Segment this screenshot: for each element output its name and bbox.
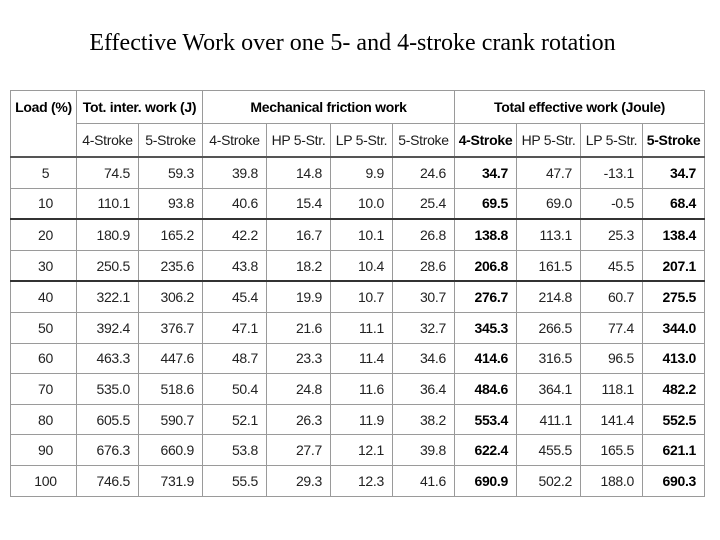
value-cell: 19.9 <box>267 281 331 312</box>
table-body <box>11 157 705 496</box>
value-cell: 45.4 <box>203 281 267 312</box>
value-cell: 138.4 <box>643 219 705 250</box>
load-cell: 80 <box>11 404 77 435</box>
value-cell: 36.4 <box>393 374 455 405</box>
value-cell: 25.3 <box>581 219 643 250</box>
value-cell: 553.4 <box>455 404 517 435</box>
table-row <box>11 465 705 496</box>
slide-title: Effective Work over one 5- and 4-stroke crank rotation <box>89 30 616 56</box>
value-cell: 59.3 <box>139 157 203 188</box>
value-cell: 23.3 <box>267 343 331 374</box>
value-cell: 690.9 <box>455 465 517 496</box>
table-row <box>11 404 705 435</box>
value-cell: 731.9 <box>139 465 203 496</box>
value-cell: 180.9 <box>77 219 139 250</box>
value-cell: 414.6 <box>455 343 517 374</box>
table-row <box>11 157 705 188</box>
value-cell: 29.3 <box>267 465 331 496</box>
value-cell: 621.1 <box>643 435 705 466</box>
value-cell: 39.8 <box>203 157 267 188</box>
value-cell: 48.7 <box>203 343 267 374</box>
value-cell: 10.1 <box>331 219 393 250</box>
load-cell: 40 <box>11 281 77 312</box>
value-cell: 110.1 <box>77 188 139 219</box>
sub-header: LP 5-Str. <box>581 124 643 158</box>
load-cell: 10 <box>11 188 77 219</box>
header-tot-inter-work: Tot. inter. work (J) <box>77 91 203 124</box>
value-cell: 43.8 <box>203 250 267 281</box>
group-header-row <box>11 91 705 124</box>
value-cell: 165.5 <box>581 435 643 466</box>
value-cell: 74.5 <box>77 157 139 188</box>
value-cell: 32.7 <box>393 312 455 343</box>
value-cell: 275.5 <box>643 281 705 312</box>
value-cell: 118.1 <box>581 374 643 405</box>
load-cell: 60 <box>11 343 77 374</box>
value-cell: 11.9 <box>331 404 393 435</box>
value-cell: 188.0 <box>581 465 643 496</box>
value-cell: 47.1 <box>203 312 267 343</box>
value-cell: 26.3 <box>267 404 331 435</box>
value-cell: 690.3 <box>643 465 705 496</box>
value-cell: 45.5 <box>581 250 643 281</box>
value-cell: 53.8 <box>203 435 267 466</box>
value-cell: 138.8 <box>455 219 517 250</box>
value-cell: 93.8 <box>139 188 203 219</box>
value-cell: 10.7 <box>331 281 393 312</box>
value-cell: 316.5 <box>517 343 581 374</box>
value-cell: 376.7 <box>139 312 203 343</box>
value-cell: 11.6 <box>331 374 393 405</box>
value-cell: 10.4 <box>331 250 393 281</box>
value-cell: 447.6 <box>139 343 203 374</box>
value-cell: 15.4 <box>267 188 331 219</box>
value-cell: 30.7 <box>393 281 455 312</box>
value-cell: 235.6 <box>139 250 203 281</box>
value-cell: 34.6 <box>393 343 455 374</box>
value-cell: 28.6 <box>393 250 455 281</box>
sub-header: 5-Stroke <box>393 124 455 158</box>
value-cell: 344.0 <box>643 312 705 343</box>
value-cell: 345.3 <box>455 312 517 343</box>
table-row <box>11 374 705 405</box>
sub-header: 4-Stroke <box>203 124 267 158</box>
sub-header: 5-Stroke <box>643 124 705 158</box>
value-cell: 518.6 <box>139 374 203 405</box>
sub-header: 4-Stroke <box>77 124 139 158</box>
value-cell: 141.4 <box>581 404 643 435</box>
value-cell: 413.0 <box>643 343 705 374</box>
value-cell: 590.7 <box>139 404 203 435</box>
value-cell: 455.5 <box>517 435 581 466</box>
table-row <box>11 281 705 312</box>
load-cell: 50 <box>11 312 77 343</box>
value-cell: 605.5 <box>77 404 139 435</box>
table-row <box>11 343 705 374</box>
value-cell: 463.3 <box>77 343 139 374</box>
value-cell: 69.0 <box>517 188 581 219</box>
value-cell: 9.9 <box>331 157 393 188</box>
header-mech-friction-work: Mechanical friction work <box>203 91 455 124</box>
value-cell: 96.5 <box>581 343 643 374</box>
value-cell: 50.4 <box>203 374 267 405</box>
value-cell: 411.1 <box>517 404 581 435</box>
value-cell: 484.6 <box>455 374 517 405</box>
load-cell: 5 <box>11 157 77 188</box>
value-cell: 55.5 <box>203 465 267 496</box>
value-cell: 207.1 <box>643 250 705 281</box>
value-cell: 77.4 <box>581 312 643 343</box>
value-cell: 10.0 <box>331 188 393 219</box>
value-cell: 622.4 <box>455 435 517 466</box>
sub-header: HP 5-Str. <box>267 124 331 158</box>
value-cell: 60.7 <box>581 281 643 312</box>
value-cell: 535.0 <box>77 374 139 405</box>
value-cell: 392.4 <box>77 312 139 343</box>
value-cell: 660.9 <box>139 435 203 466</box>
value-cell: 24.8 <box>267 374 331 405</box>
value-cell: 11.1 <box>331 312 393 343</box>
table-row <box>11 188 705 219</box>
table-row <box>11 435 705 466</box>
header-load-blank <box>11 124 77 158</box>
value-cell: 42.2 <box>203 219 267 250</box>
value-cell: 482.2 <box>643 374 705 405</box>
value-cell: 214.8 <box>517 281 581 312</box>
value-cell: 26.8 <box>393 219 455 250</box>
load-cell: 100 <box>11 465 77 496</box>
value-cell: 47.7 <box>517 157 581 188</box>
value-cell: -13.1 <box>581 157 643 188</box>
value-cell: 21.6 <box>267 312 331 343</box>
value-cell: 306.2 <box>139 281 203 312</box>
value-cell: 746.5 <box>77 465 139 496</box>
value-cell: 11.4 <box>331 343 393 374</box>
load-cell: 20 <box>11 219 77 250</box>
sub-header: LP 5-Str. <box>331 124 393 158</box>
table-row <box>11 312 705 343</box>
value-cell: 34.7 <box>643 157 705 188</box>
value-cell: 552.5 <box>643 404 705 435</box>
value-cell: 52.1 <box>203 404 267 435</box>
value-cell: 161.5 <box>517 250 581 281</box>
value-cell: 34.7 <box>455 157 517 188</box>
value-cell: 676.3 <box>77 435 139 466</box>
value-cell: 250.5 <box>77 250 139 281</box>
value-cell: 266.5 <box>517 312 581 343</box>
value-cell: 40.6 <box>203 188 267 219</box>
load-cell: 90 <box>11 435 77 466</box>
load-cell: 70 <box>11 374 77 405</box>
value-cell: 276.7 <box>455 281 517 312</box>
value-cell: 18.2 <box>267 250 331 281</box>
sub-header: 5-Stroke <box>139 124 203 158</box>
value-cell: 502.2 <box>517 465 581 496</box>
value-cell: 364.1 <box>517 374 581 405</box>
value-cell: 24.6 <box>393 157 455 188</box>
sub-header: HP 5-Str. <box>517 124 581 158</box>
value-cell: 41.6 <box>393 465 455 496</box>
value-cell: 38.2 <box>393 404 455 435</box>
value-cell: 206.8 <box>455 250 517 281</box>
value-cell: 16.7 <box>267 219 331 250</box>
value-cell: 113.1 <box>517 219 581 250</box>
value-cell: 322.1 <box>77 281 139 312</box>
value-cell: 165.2 <box>139 219 203 250</box>
value-cell: 69.5 <box>455 188 517 219</box>
load-cell: 30 <box>11 250 77 281</box>
table-row <box>11 250 705 281</box>
sub-header-row <box>11 124 705 158</box>
value-cell: -0.5 <box>581 188 643 219</box>
value-cell: 25.4 <box>393 188 455 219</box>
value-cell: 14.8 <box>267 157 331 188</box>
value-cell: 12.3 <box>331 465 393 496</box>
value-cell: 12.1 <box>331 435 393 466</box>
value-cell: 39.8 <box>393 435 455 466</box>
sub-header: 4-Stroke <box>455 124 517 158</box>
value-cell: 68.4 <box>643 188 705 219</box>
table-row <box>11 219 705 250</box>
value-cell: 27.7 <box>267 435 331 466</box>
header-load: Load (%) <box>11 91 77 124</box>
effective-work-table <box>10 90 705 497</box>
header-total-effective-work: Total effective work (Joule) <box>455 91 705 124</box>
